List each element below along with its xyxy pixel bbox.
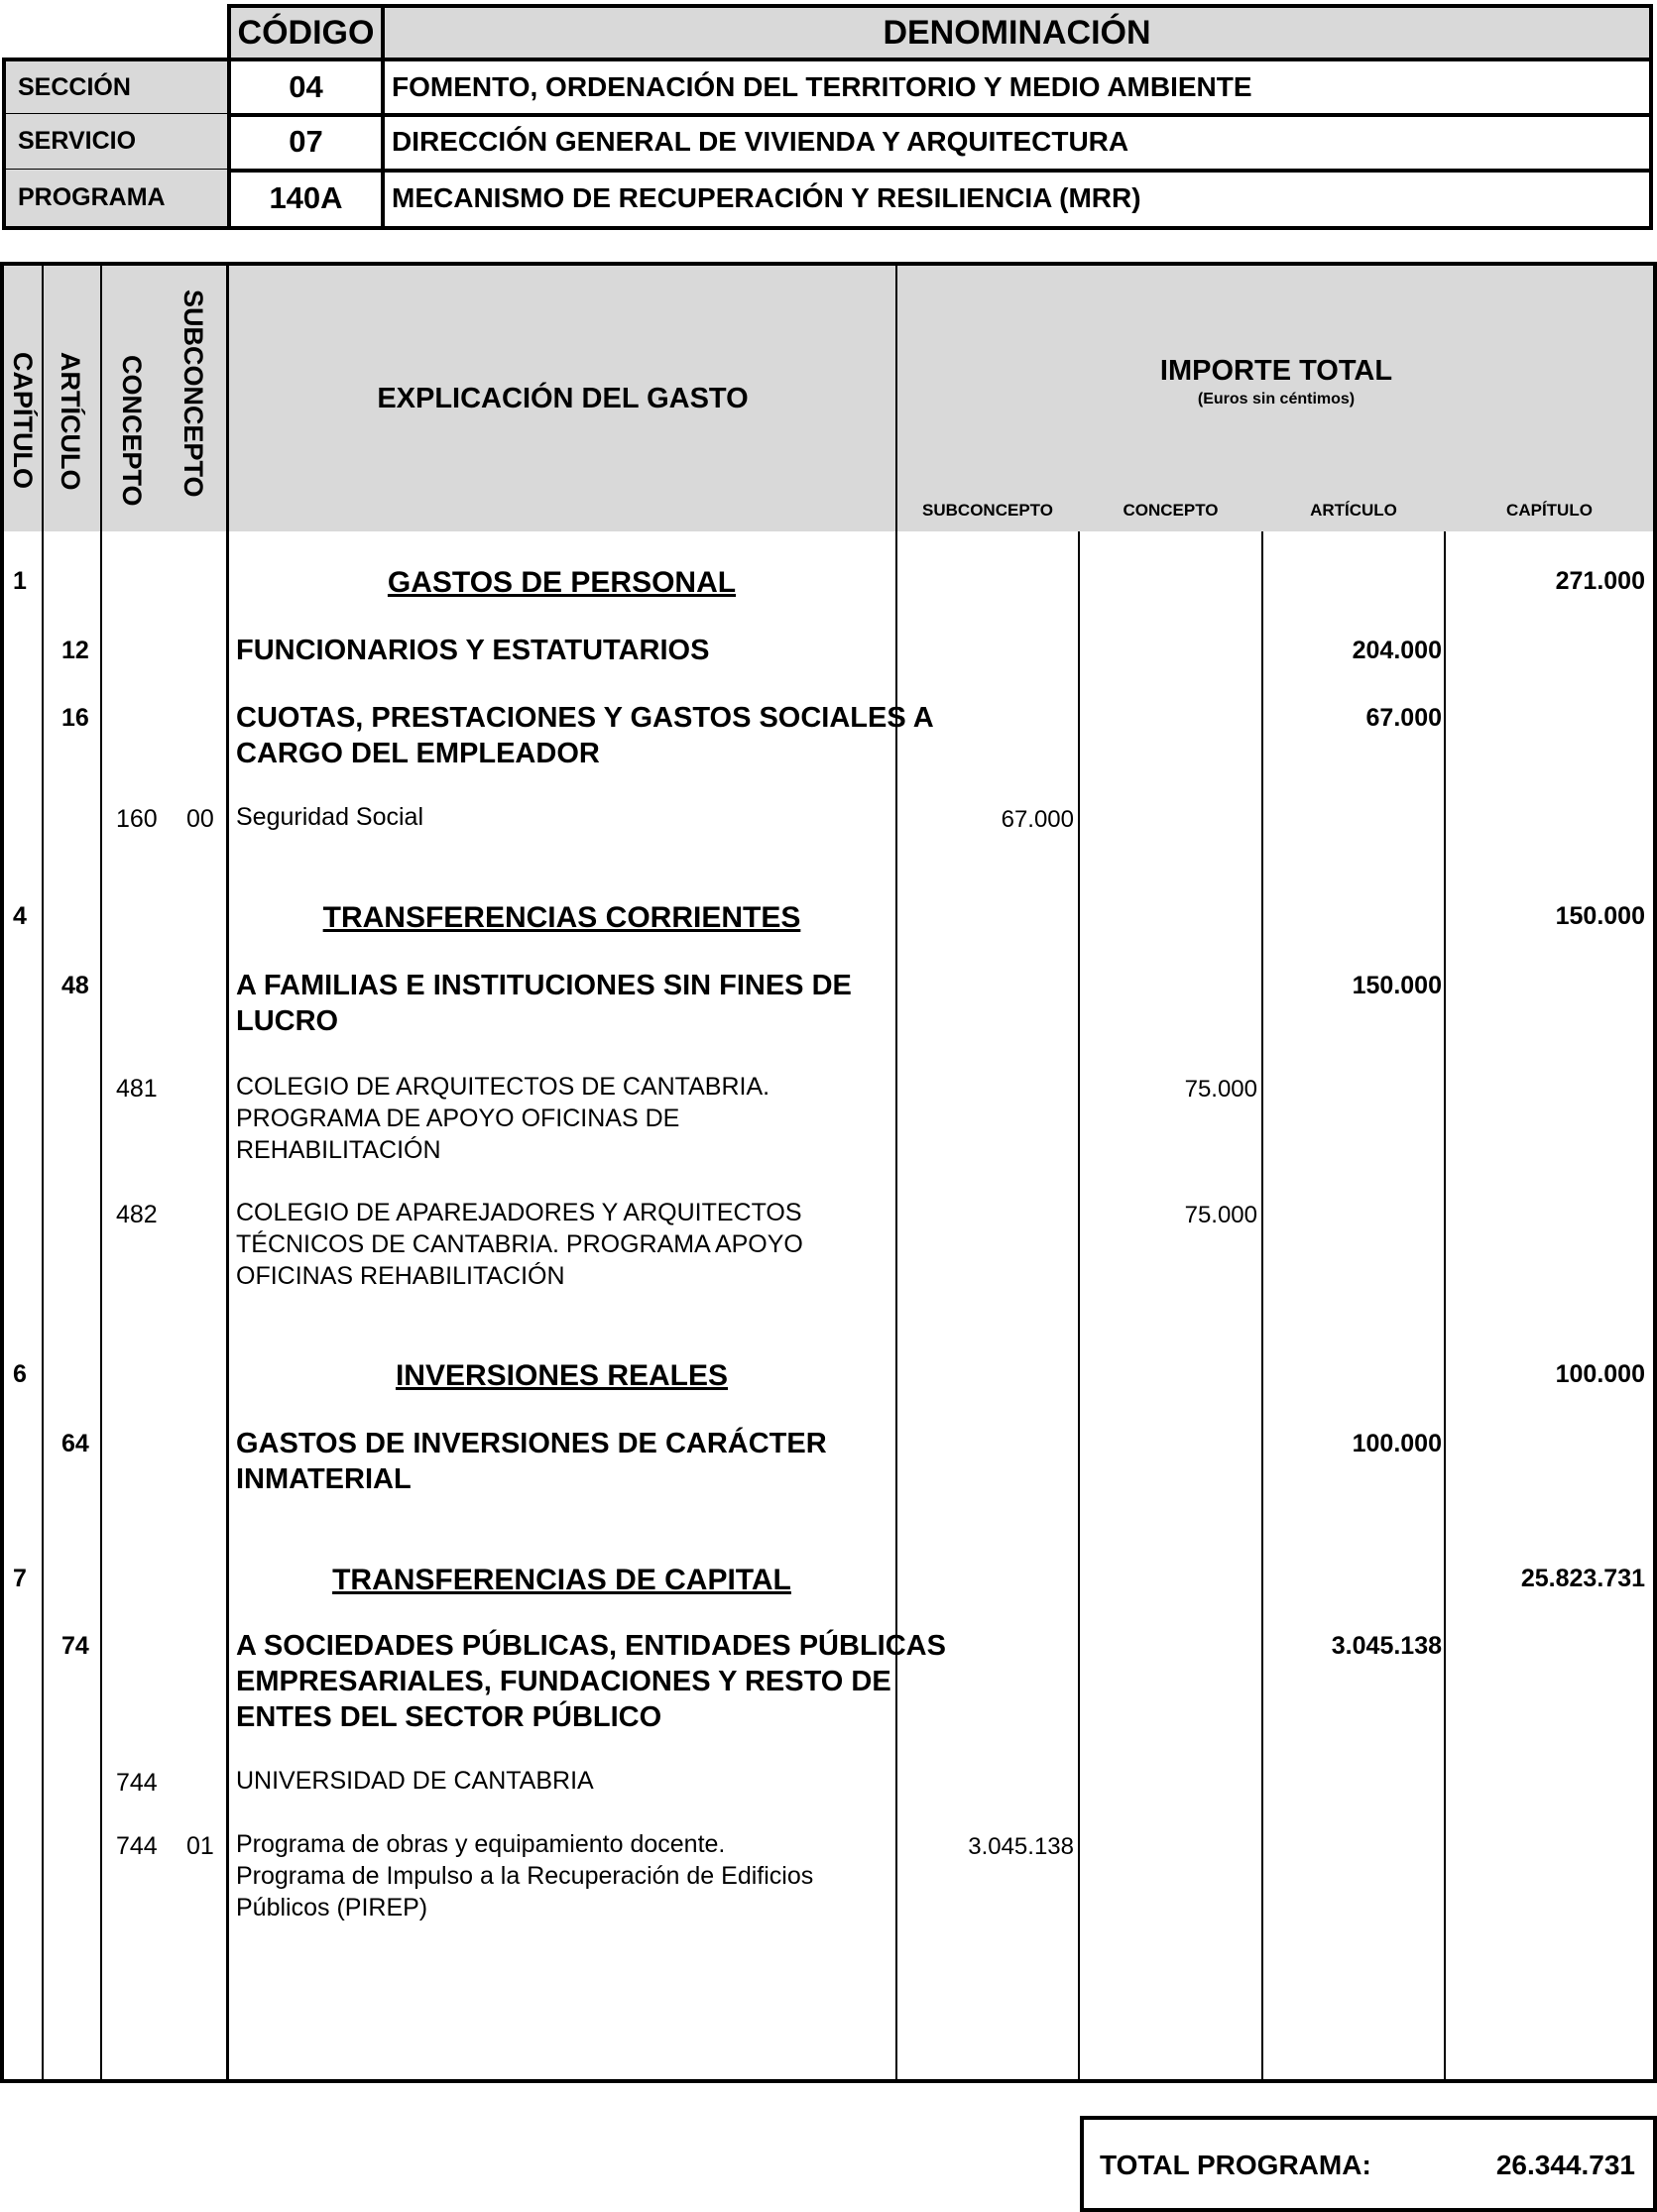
concepto-code: 744 (116, 1832, 158, 1860)
subconcepto-code: 01 (186, 1832, 214, 1860)
section-title: GASTOS DE PERSONAL (387, 566, 737, 599)
subconcepto-description: Públicos (PIREP) (236, 1894, 428, 1921)
articulo-header: ARTÍCULO (56, 352, 85, 491)
capitulo-col-header: CAPÍTULO (1506, 501, 1593, 520)
expense-table (0, 262, 1657, 2083)
articulo-description: FUNCIONARIOS Y ESTATUTARIOS (236, 635, 710, 666)
capitulo-code: 1 (13, 567, 27, 595)
articulo-description: CUOTAS, PRESTACIONES Y GASTOS SOCIALES A (236, 702, 934, 734)
articulo-description: GASTOS DE INVERSIONES DE CARÁCTER (236, 1428, 827, 1459)
capitulo-header: CAPÍTULO (8, 352, 38, 489)
section-title: TRANSFERENCIAS DE CAPITAL (332, 1564, 791, 1596)
concepto-description: TÉCNICOS DE CANTABRIA. PROGRAMA APOYO (236, 1230, 803, 1258)
concepto-header: CONCEPTO (117, 355, 147, 507)
capitulo-code: 4 (13, 902, 27, 930)
divider (1444, 531, 1446, 2079)
articulo-description: CARGO DEL EMPLEADOR (236, 738, 600, 769)
capitulo-code: 6 (13, 1360, 27, 1388)
programa-code: 140A (227, 169, 385, 230)
articulo-code: 12 (61, 637, 89, 664)
importe-subheader: (Euros sin céntimos) (1197, 391, 1356, 407)
servicio-label: SERVICIO (2, 113, 231, 173)
articulo-col-header: ARTÍCULO (1310, 501, 1397, 520)
capitulo-amount: 100.000 (1555, 1360, 1645, 1388)
explicacion-header: EXPLICACIÓN DEL GASTO (377, 383, 749, 414)
articulo-amount: 204.000 (1352, 637, 1442, 664)
total-value: 26.344.731 (1495, 2150, 1635, 2180)
concepto-description: PROGRAMA DE APOYO OFICINAS DE (236, 1105, 680, 1132)
programa-label: PROGRAMA (2, 169, 231, 230)
articulo-description: ENTES DEL SECTOR PÚBLICO (236, 1701, 662, 1733)
articulo-description: A FAMILIAS E INSTITUCIONES SIN FINES DE (236, 970, 852, 1001)
articulo-description: A SOCIEDADES PÚBLICAS, ENTIDADES PÚBLICAS (236, 1630, 946, 1662)
total-label: TOTAL PROGRAMA: (1100, 2150, 1371, 2180)
concepto-description: REHABILITACIÓN (236, 1136, 441, 1164)
capitulo-amount: 150.000 (1555, 902, 1645, 930)
servicio-code: 07 (227, 113, 385, 173)
divider (1261, 531, 1263, 2079)
capitulo-code: 7 (13, 1565, 27, 1592)
articulo-code: 16 (61, 704, 89, 732)
divider (226, 266, 229, 2079)
concepto-col-header: CONCEPTO (1123, 501, 1219, 520)
articulo-code: 48 (61, 972, 89, 999)
subconcepto-col-header: SUBCONCEPTO (922, 501, 1053, 520)
denominacion-header: DENOMINACIÓN (381, 4, 1653, 61)
codigo-header: CÓDIGO (227, 4, 385, 61)
subconcepto-header: SUBCONCEPTO (178, 290, 208, 498)
program-header (0, 0, 1657, 232)
subconcepto-description: Seguridad Social (236, 803, 424, 831)
subconcepto-code: 00 (186, 805, 214, 833)
subconcepto-amount: 3.045.138 (968, 1833, 1074, 1860)
concepto-code: 481 (116, 1075, 158, 1103)
articulo-amount: 3.045.138 (1331, 1632, 1442, 1660)
capitulo-amount: 271.000 (1555, 567, 1645, 595)
importe-header: IMPORTE TOTAL (1159, 355, 1393, 387)
concepto-amount: 75.000 (1184, 1202, 1257, 1228)
section-title: INVERSIONES REALES (395, 1359, 729, 1392)
divider (100, 266, 102, 2079)
articulo-description: INMATERIAL (236, 1463, 412, 1495)
articulo-amount: 100.000 (1352, 1430, 1442, 1457)
capitulo-amount: 25.823.731 (1520, 1565, 1645, 1592)
subconcepto-amount: 67.000 (1001, 806, 1074, 833)
servicio-name: DIRECCIÓN GENERAL DE VIVIENDA Y ARQUITECTURA (381, 113, 1653, 173)
articulo-amount: 67.000 (1365, 704, 1442, 732)
articulo-amount: 150.000 (1352, 972, 1442, 999)
articulo-code: 74 (61, 1632, 89, 1660)
programa-name: MECANISMO DE RECUPERACIÓN Y RESILIENCIA (MRR) (381, 169, 1653, 230)
concepto-code: 160 (116, 805, 158, 833)
section-title: TRANSFERENCIAS CORRIENTES (322, 901, 801, 934)
concepto-description: UNIVERSIDAD DE CANTABRIA (236, 1767, 594, 1795)
articulo-code: 64 (61, 1430, 89, 1457)
concepto-code: 744 (116, 1769, 158, 1797)
seccion-label: SECCIÓN (2, 58, 231, 117)
seccion-name: FOMENTO, ORDENACIÓN DEL TERRITORIO Y MEDIO AMBIENTE (381, 58, 1653, 117)
divider (42, 266, 44, 2079)
concepto-description: COLEGIO DE ARQUITECTOS DE CANTABRIA. (236, 1073, 770, 1101)
subconcepto-description: Programa de obras y equipamiento docente. (236, 1830, 726, 1858)
concepto-amount: 75.000 (1184, 1076, 1257, 1103)
articulo-description: LUCRO (236, 1005, 339, 1037)
total-programa-box (1080, 2116, 1657, 2212)
concepto-description: OFICINAS REHABILITACIÓN (236, 1262, 565, 1290)
seccion-code: 04 (227, 58, 385, 117)
articulo-description: EMPRESARIALES, FUNDACIONES Y RESTO DE (236, 1666, 891, 1697)
divider (895, 266, 897, 2079)
divider (1078, 531, 1080, 2079)
subconcepto-description: Programa de Impulso a la Recuperación de Edificios (236, 1862, 814, 1890)
concepto-code: 482 (116, 1201, 158, 1228)
concepto-description: COLEGIO DE APAREJADORES Y ARQUITECTOS (236, 1199, 802, 1226)
